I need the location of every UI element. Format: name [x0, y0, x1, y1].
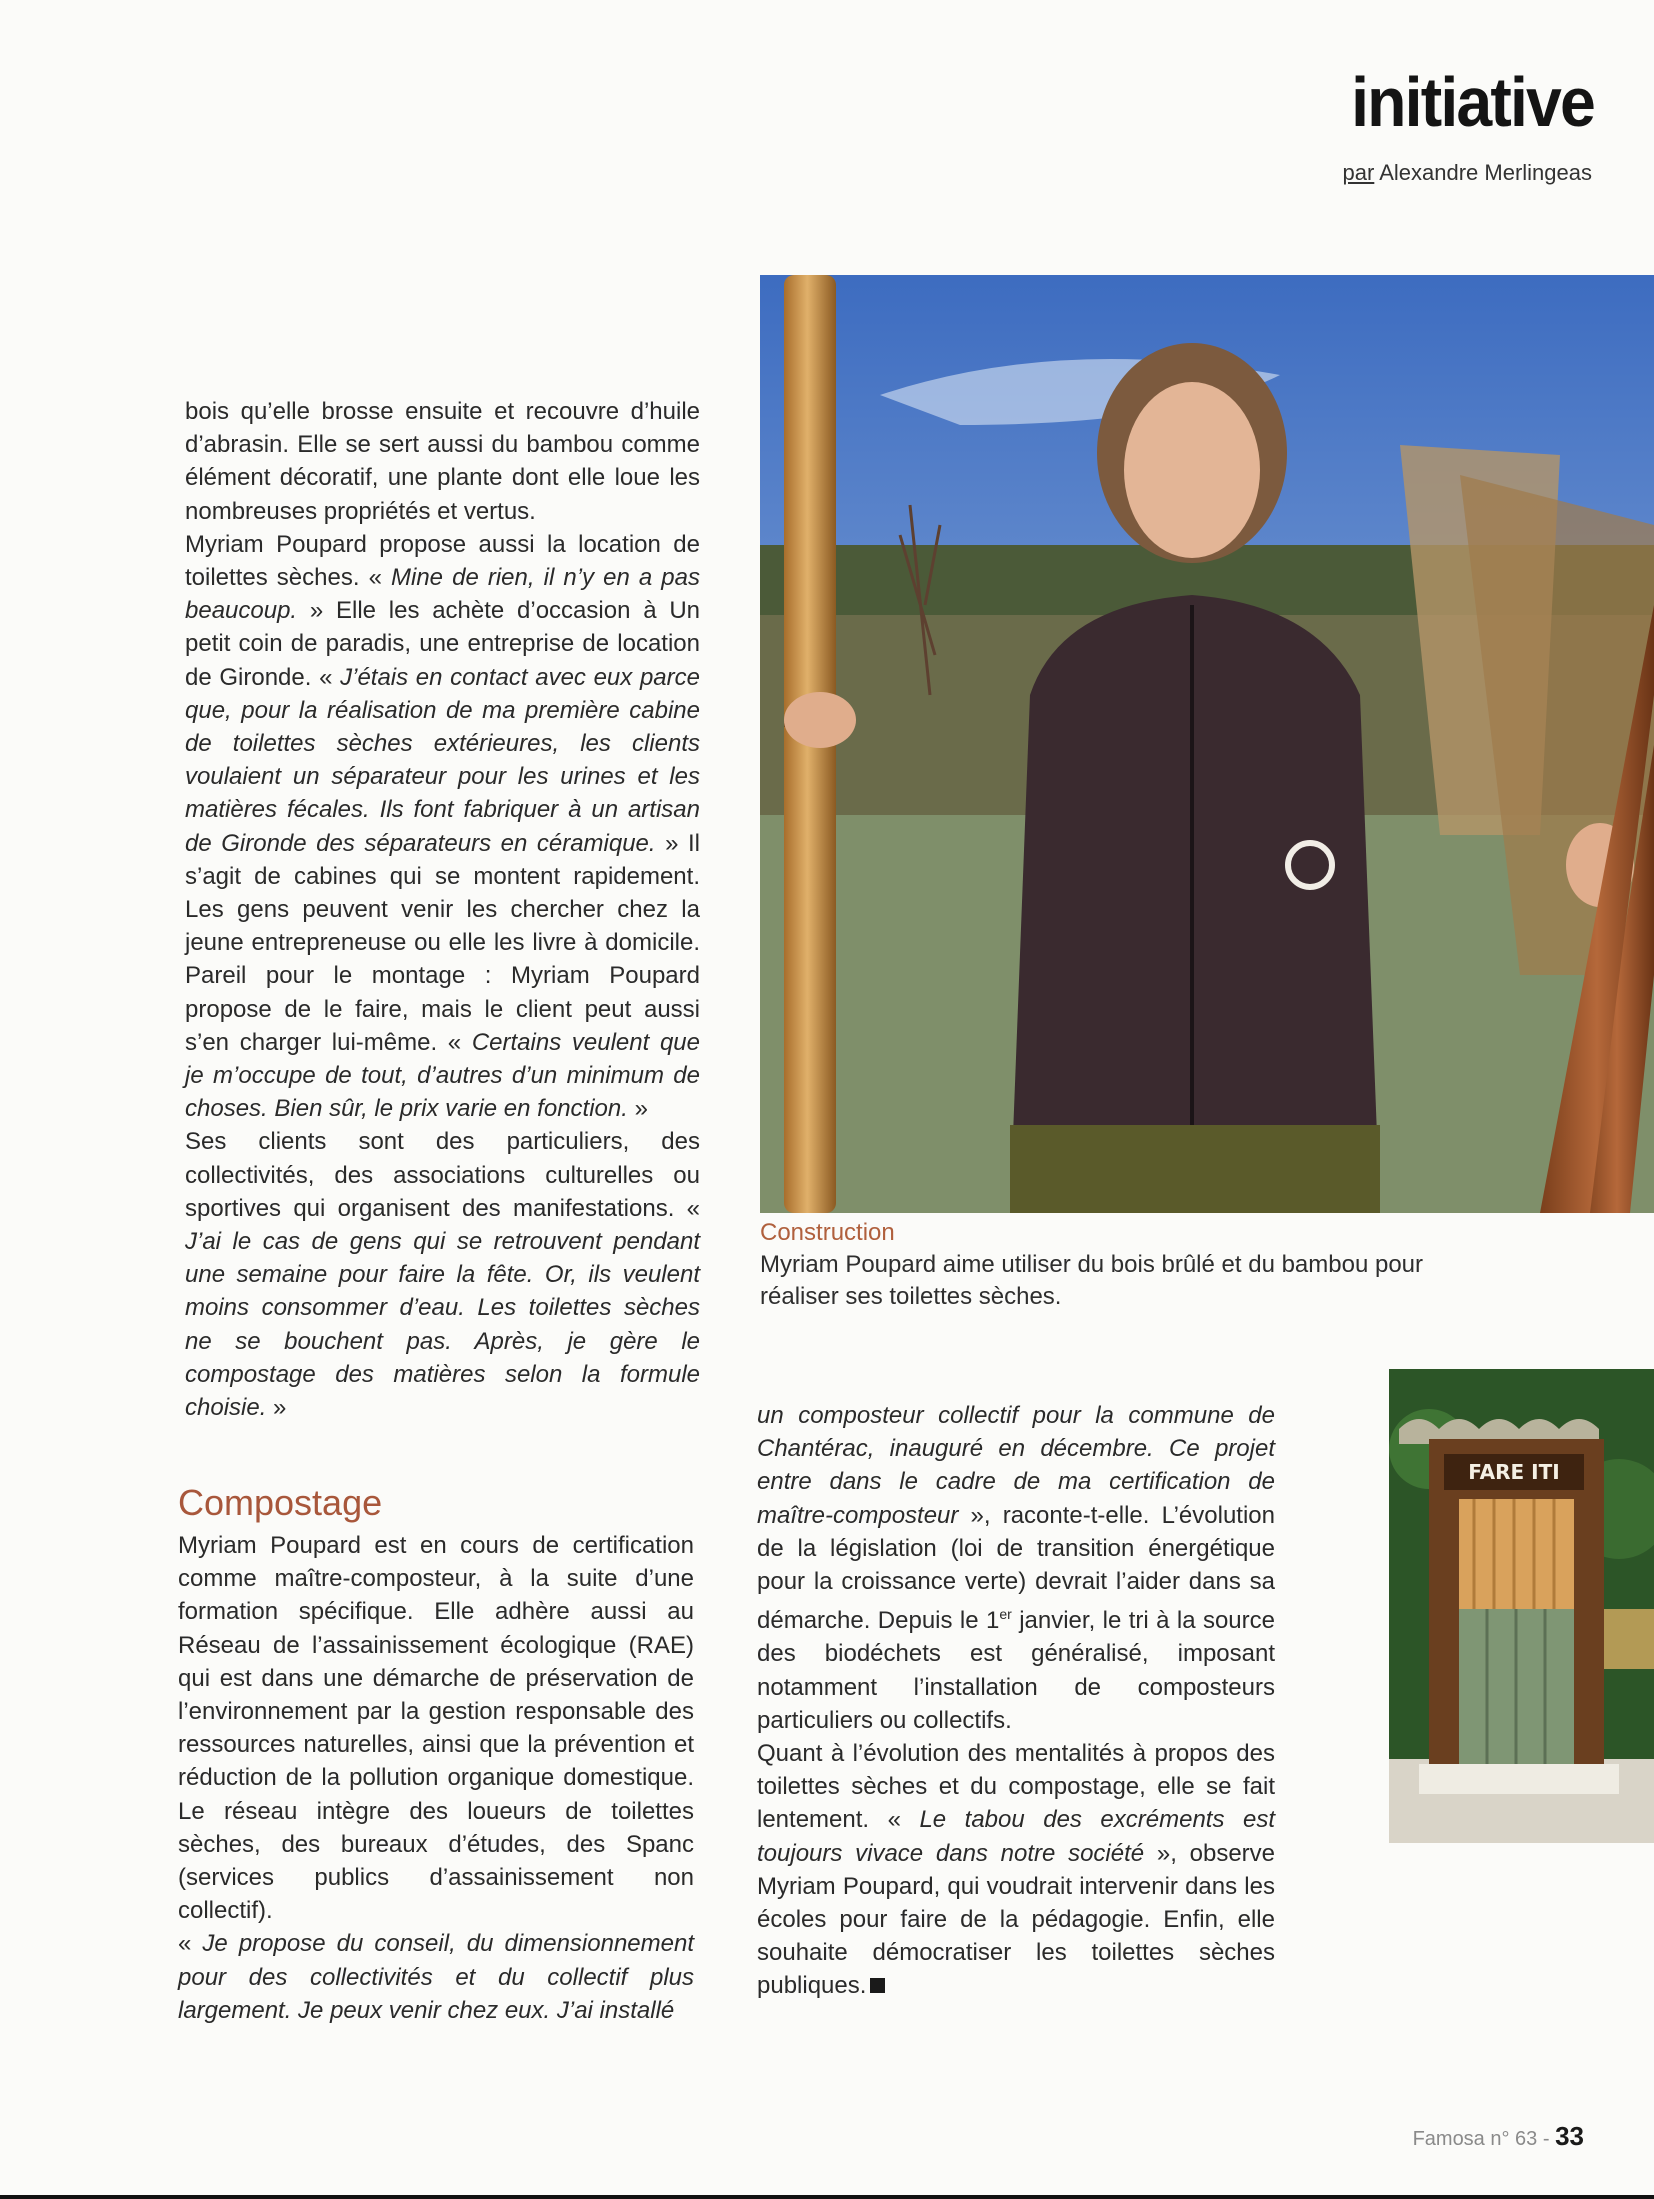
paragraph: Ses clients sont des particuliers, des collectivités, des associations culturelles ou sportives qui organisent des manifestations. « J’ai le cas de gens qui se retrouvent pendant une semaine pour faire la fête. Or, ils veulent moins consommer d’eau. Les toilettes sèches ne se bouchent pas. Après, je gère le compostage des matières selon la formule choisie. »	[185, 1128, 700, 1422]
toilet-cabin-photo	[1389, 1369, 1654, 1843]
compostage-heading: Compostage	[178, 1482, 383, 1523]
caption-title: Construction	[760, 1219, 895, 1246]
paragraph: bois qu’elle brosse ensuite et recouvre d’huile d’abrasin. Elle se sert aussi du bambou comme élément décoratif, une plante dont elle loue les nombreuses propriétés et vertus.	[185, 398, 700, 525]
section-title: initiative	[1351, 63, 1594, 141]
byline-prefix: par	[1342, 160, 1375, 185]
end-of-article-mark	[870, 1978, 885, 1993]
toilet-cabin-illustration	[1389, 1369, 1654, 1843]
page-footer	[1413, 2121, 1584, 2152]
caption-text: Myriam Poupard aime utiliser du bois brûlé et du bambou pour réaliser ses toilettes sèches.	[760, 1251, 1424, 1310]
left-column-top	[185, 395, 700, 1424]
byline-author: Alexandre Merlingeas	[1379, 160, 1592, 185]
paragraph: « Je propose du conseil, du dimensionnement pour des collectivités et du collectif plus largement. Je peux venir chez eux. J’ai installé	[178, 1930, 694, 2024]
cabin-sign: FARE ITI	[1468, 1460, 1560, 1484]
right-column-bottom	[757, 1399, 1275, 2003]
photo-caption	[760, 1217, 1460, 1313]
paragraph: Myriam Poupard propose aussi la location de toilettes sèches. « Mine de rien, il n’y en a pas beaucoup. » Elle les achète d’occasion à Un petit coin de paradis, une entreprise de location de Gironde. « J’étais en contact avec eux parce que, pour la réalisation de ma première cabine de toilettes sèches extérieures, les clients voulaient un séparateur pour les urines et les matières fécales. Ils font fabriquer à un artisan de Gironde des séparateurs en céramique. » Il s’agit de cabines qui se montent rapidement. Les gens peuvent venir les chercher chez la jeune entrepreneuse ou elle les livre à domicile. Pareil pour le montage : Myriam Poupard propose de le faire, mais le client peut aussi s’en charger lui-même. « Certains veulent que je m’occupe de tout, d’autres d’un minimum de choses. Bien sûr, le prix varie en fonction. »	[185, 530, 700, 1123]
main-photo	[760, 275, 1654, 1213]
paragraph: Quant à l’évolution des mentalités à propos des toilettes sèches et du compostage, elle se fait lentement. « Le tabou des excréments est toujours vivace dans notre société », observe Myriam Poupard, qui voudrait intervenir dans les écoles pour faire de la pédagogie. Enfin, elle souhaite démocratiser les toilettes sèches publiques.	[757, 1740, 1276, 2000]
magazine-issue: Famosa n° 63 -	[1412, 2128, 1550, 2150]
paragraph: un composteur collectif pour la commune de Chantérac, inauguré en décembre. Ce projet entre dans le cadre de ma certification de maître-composteur », raconte-t-elle. L’évolution de la législation (loi de transition énergétique pour la croissance verte) devrait l’aider dans sa démarche. Depuis le 1er janvier, le tri à la source des biodéchets est généralisé, imposant notamment l’installation de composteurs particuliers ou collectifs.	[757, 1402, 1275, 1734]
main-photo-illustration	[760, 275, 1654, 1213]
byline	[1343, 160, 1592, 186]
page-number: 33	[1555, 2121, 1584, 2151]
bottom-edge	[0, 2195, 1654, 2199]
paragraph: Myriam Poupard est en cours de certification comme maître-composteur, à la suite d’une formation spécifique. Elle adhère aussi au Réseau de l’assainissement écologique (RAE) qui est dans une démarche de préservation de l’environnement par la gestion responsable des ressources naturelles, ainsi que la prévention et réduction de la pollution organique domestique. Le réseau intègre des loueurs de toilettes sèches, des bureaux d’études, des Spanc (services publics d’assainissement non collectif).	[178, 1532, 694, 1925]
left-column-bottom	[178, 1529, 694, 2027]
